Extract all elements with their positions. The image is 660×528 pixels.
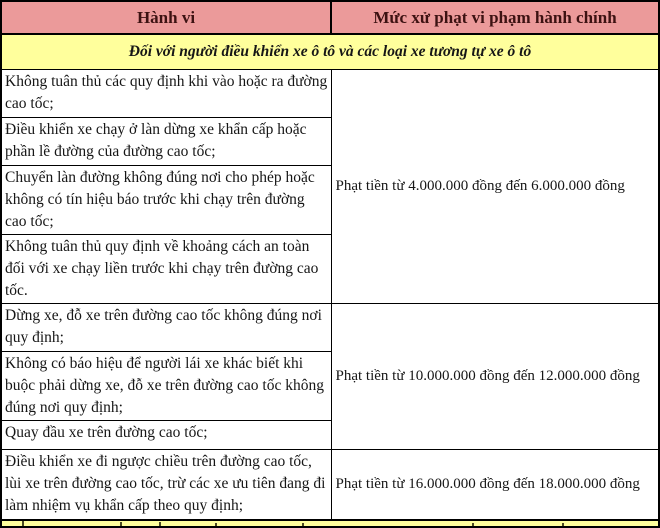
fine-cell: Phạt tiền từ 10.000.000 đồng đến 12.000.000 đồng — [331, 303, 659, 449]
violation-cell: Dừng xe, đỗ xe trên đường cao tốc không đúng nơi quy định; — [1, 303, 331, 351]
col-header-penalty: Mức xử phạt vi phạm hành chính — [331, 1, 659, 34]
fine-cell: Phạt tiền từ 16.000.000 đồng đến 18.000.000 đồng — [331, 449, 659, 520]
table-row — [1, 449, 659, 520]
violation-cell: Quay đầu xe trên đường cao tốc; — [1, 420, 331, 449]
violation-cell: Không tuân thủ quy định về khoảng cách an toàn đối với xe chạy liền trước khi chạy trên đường cao tốc. — [1, 234, 331, 303]
table-header-row — [1, 1, 659, 34]
violation-cell: Không có báo hiệu để người lái xe khác biết khi buộc phải dừng xe, đỗ xe trên đường cao tốc không đúng nơi quy định; — [1, 351, 331, 420]
violation-cell: Chuyển làn đường không đúng nơi cho phép hoặc không có tín hiệu báo trước khi chạy trên đường cao tốc; — [1, 165, 331, 234]
col-header-behavior: Hành vi — [1, 1, 331, 34]
violation-cell: Điều khiển xe đi ngược chiều trên đường cao tốc, lùi xe trên đường cao tốc, trừ các xe ưu tiên đang đi làm nhiệm vụ khẩn cấp theo quy định; — [1, 449, 331, 520]
section-header-row — [1, 34, 659, 69]
table-row — [1, 69, 659, 117]
table-row — [1, 303, 659, 351]
violation-cell: Điều khiển xe chạy ở làn dừng xe khẩn cấp hoặc phần lề đường của đường cao tốc; — [1, 117, 331, 165]
fine-cell: Phạt tiền từ 4.000.000 đồng đến 6.000.000 đồng — [331, 69, 659, 303]
violation-cell: Không tuân thủ các quy định khi vào hoặc ra đường cao tốc; — [1, 69, 331, 117]
section-title-car: Đối với người điều khiển xe ô tô và các loại xe tương tự xe ô tô — [1, 34, 659, 69]
